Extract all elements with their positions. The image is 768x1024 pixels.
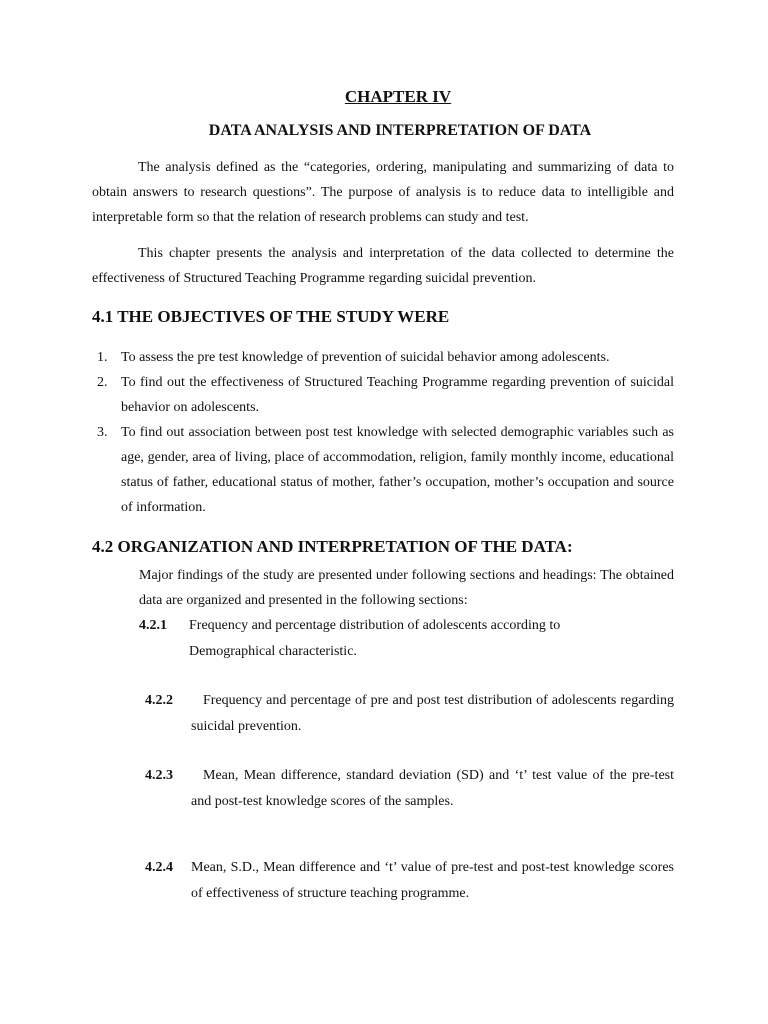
chapter-overview-paragraph [92, 241, 674, 291]
subsection-text: Frequency and percentage of pre and post test distribution of adolescents regarding suicidal prevention. [191, 693, 674, 734]
subsection-number: 4.2.3 [145, 768, 173, 783]
chapter-overview-text: This chapter presents the analysis and interpretation of the data collected to determine the effectiveness of Structured Teaching Programme regarding suicidal prevention. [92, 246, 674, 286]
objective-text: To assess the pre test knowledge of prevention of suicidal behavior among adolescents. [121, 350, 610, 365]
subsection-4-2-1 [139, 613, 674, 665]
objectives-heading: 4.1 THE OBJECTIVES OF THE STUDY WERE [92, 307, 450, 326]
chapter-title: DATA ANALYSIS AND INTERPRETATION OF DATA [208, 122, 592, 139]
organization-intro: Major findings of the study are presented under following sections and headings: The obtained data are organized and presented in the following sections: [139, 568, 674, 608]
objective-item [92, 370, 674, 420]
subsection-number: 4.2.4 [145, 860, 173, 875]
objective-number: 2. [97, 375, 108, 390]
subsection-4-2-2 [145, 688, 674, 740]
objective-text: To find out the effectiveness of Structured Teaching Programme regarding prevention of suicidal behavior on adolescents. [121, 375, 674, 415]
objective-item [92, 420, 674, 520]
objective-number: 3. [97, 425, 108, 440]
objective-number: 1. [97, 350, 108, 365]
objective-item [92, 345, 674, 370]
subsection-4-2-3 [145, 763, 674, 815]
objective-text: To find out association between post test knowledge with selected demographic variables such as age, gender, area of living, place of accommodation, religion, family monthly income, educational status of father, educational status of mother, father’s occupation, mother’s occupation and source of information. [121, 425, 674, 515]
subsection-number: 4.2.1 [139, 618, 167, 633]
intro-paragraph-text: The analysis defined as the “categories, ordering, manipulating and summarizing of data to obtain answers to research questions”. The purpose of analysis is to reduce data to intelligible and interpretable form so that the relation of research problems can study and test. [92, 160, 674, 225]
organization-heading: 4.2 ORGANIZATION AND INTERPRETATION OF THE DATA: [92, 537, 573, 556]
intro-paragraph [92, 155, 674, 230]
subsection-number: 4.2.2 [145, 693, 173, 708]
subsection-4-2-4 [145, 855, 674, 907]
subsection-text: Mean, Mean difference, standard deviation (SD) and ‘t’ test value of the pre-test and post-test knowledge scores of the samples. [191, 768, 674, 809]
chapter-heading: CHAPTER IV [344, 87, 452, 106]
subsection-text: Frequency and percentage distribution of adolescents according to Demographical characteristic. [189, 618, 561, 659]
objectives-list [92, 345, 674, 520]
subsection-text: Mean, S.D., Mean difference and ‘t’ value of pre-test and post-test knowledge scores of effectiveness of structure teaching programme. [191, 860, 674, 901]
